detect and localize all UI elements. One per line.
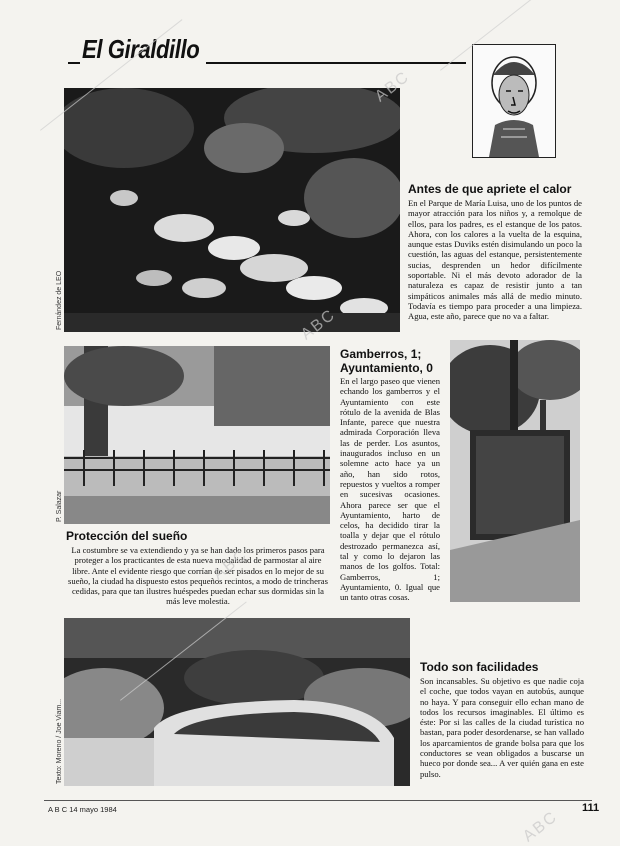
watermark-abc: ABC (210, 546, 252, 584)
article-body-facilidades: Son incansables. Su objetivo es que nadie coja el coche, que todos vayan en autobús, aunque no haya. Y para conseguir ello echan mano de todos los recursos imaginables. El último es éste: Por si las calles de la ciudad turística no bastan, para poder desordenarse, se han vallado los aparcamientos de grande bolsa para que los conductores se vean obligados a buscarse un hueco por donde sea... A ver quién gana en este pulso. (420, 676, 584, 779)
watermark-abc: ABC (520, 808, 562, 846)
photo-credit-enclosure: P. Salazar (56, 490, 63, 522)
section-title: El Giraldillo (82, 34, 200, 64)
header-rule-right (206, 62, 466, 64)
watermark-abc: ABC (298, 306, 340, 344)
article-body-antes: En el Parque de María Luisa, uno de los puntos de mayor atracción para los niños y, a remolque de ellos, para los padres, es el estanque de los patos. Ahora, con los calores a la vuelta de la esquina, aunque estas Duviks estén disimulando un poco la cuestión, las aguas del estanque, persistentemente sucias, desprenden un hedor difícilmente soportable. Ni el más devoto adorador de la naturaleza es capaz de resistir junto a tan simpáticos animales más allá de medio minuto. Todavía es tiempo para proceder a una limpieza. Agua, este año, parece que no va a faltar. (408, 198, 582, 322)
photo-fenced-enclosure (64, 346, 330, 524)
article-headline-proteccion: Protección del sueño (66, 529, 188, 543)
giraldillo-portrait-illustration (472, 44, 556, 158)
article-headline-gamberros: Gamberros, 1; Ayuntamiento, 0 (340, 347, 433, 375)
article-headline-facilidades: Todo son facilidades (420, 660, 539, 674)
photo-credit-park: Fernández de LEO (56, 270, 63, 330)
photo-street-sign (450, 340, 580, 602)
photo-credit-cars: Texto: Moreno / Joe Viam... (56, 698, 63, 784)
photo-parked-cars (64, 618, 410, 786)
page-number: 111 (582, 802, 600, 814)
footer-rule (44, 800, 592, 801)
article-headline-antes: Antes de que apriete el calor (408, 182, 572, 196)
photo-park-pond (64, 88, 400, 332)
watermark-abc: ABC (372, 68, 414, 106)
footer-date: A B C 14 mayo 1984 (48, 805, 117, 814)
header-rule-left (68, 62, 80, 64)
article-body-proteccion: La costumbre se va extendiendo y ya se han dado los primeros pasos para proteger a los practicantes de esta nueva modalidad de parmostar al aire libre. Ante el evidente riesgo que corrían de ser pisados en lo mejor de su sueño, la ciudad ha dispuesto estos pequeños recintos, a modo de trincheras cedidas, para que tan ilustres huéspedes puedan echar sus dormidas sin la más leve molestia. (68, 545, 328, 607)
article-body-gamberros: En el largo paseo que vienen echando los gamberros y el Ayuntamiento con este rótulo de la avenida de Blas Infante, parece que nuestra admirada Corporación lleva las de perder. Los asuntos, inaugurados incluso en un solemne acto hace ya un año, han sido rotos, repuestos y vueltos a romper en sucesivas ocasiones. Ahora parece ser que el Ayuntamiento, harto de celos, ha decidido tirar la toalla y dejar que el rótulo destrozado permanezca así, tal y como lo dejaron las manos de los golfos. Total: Gamberros, 1; Ayuntamiento, 0. Igual que un tanto otras cosas. (340, 376, 440, 603)
